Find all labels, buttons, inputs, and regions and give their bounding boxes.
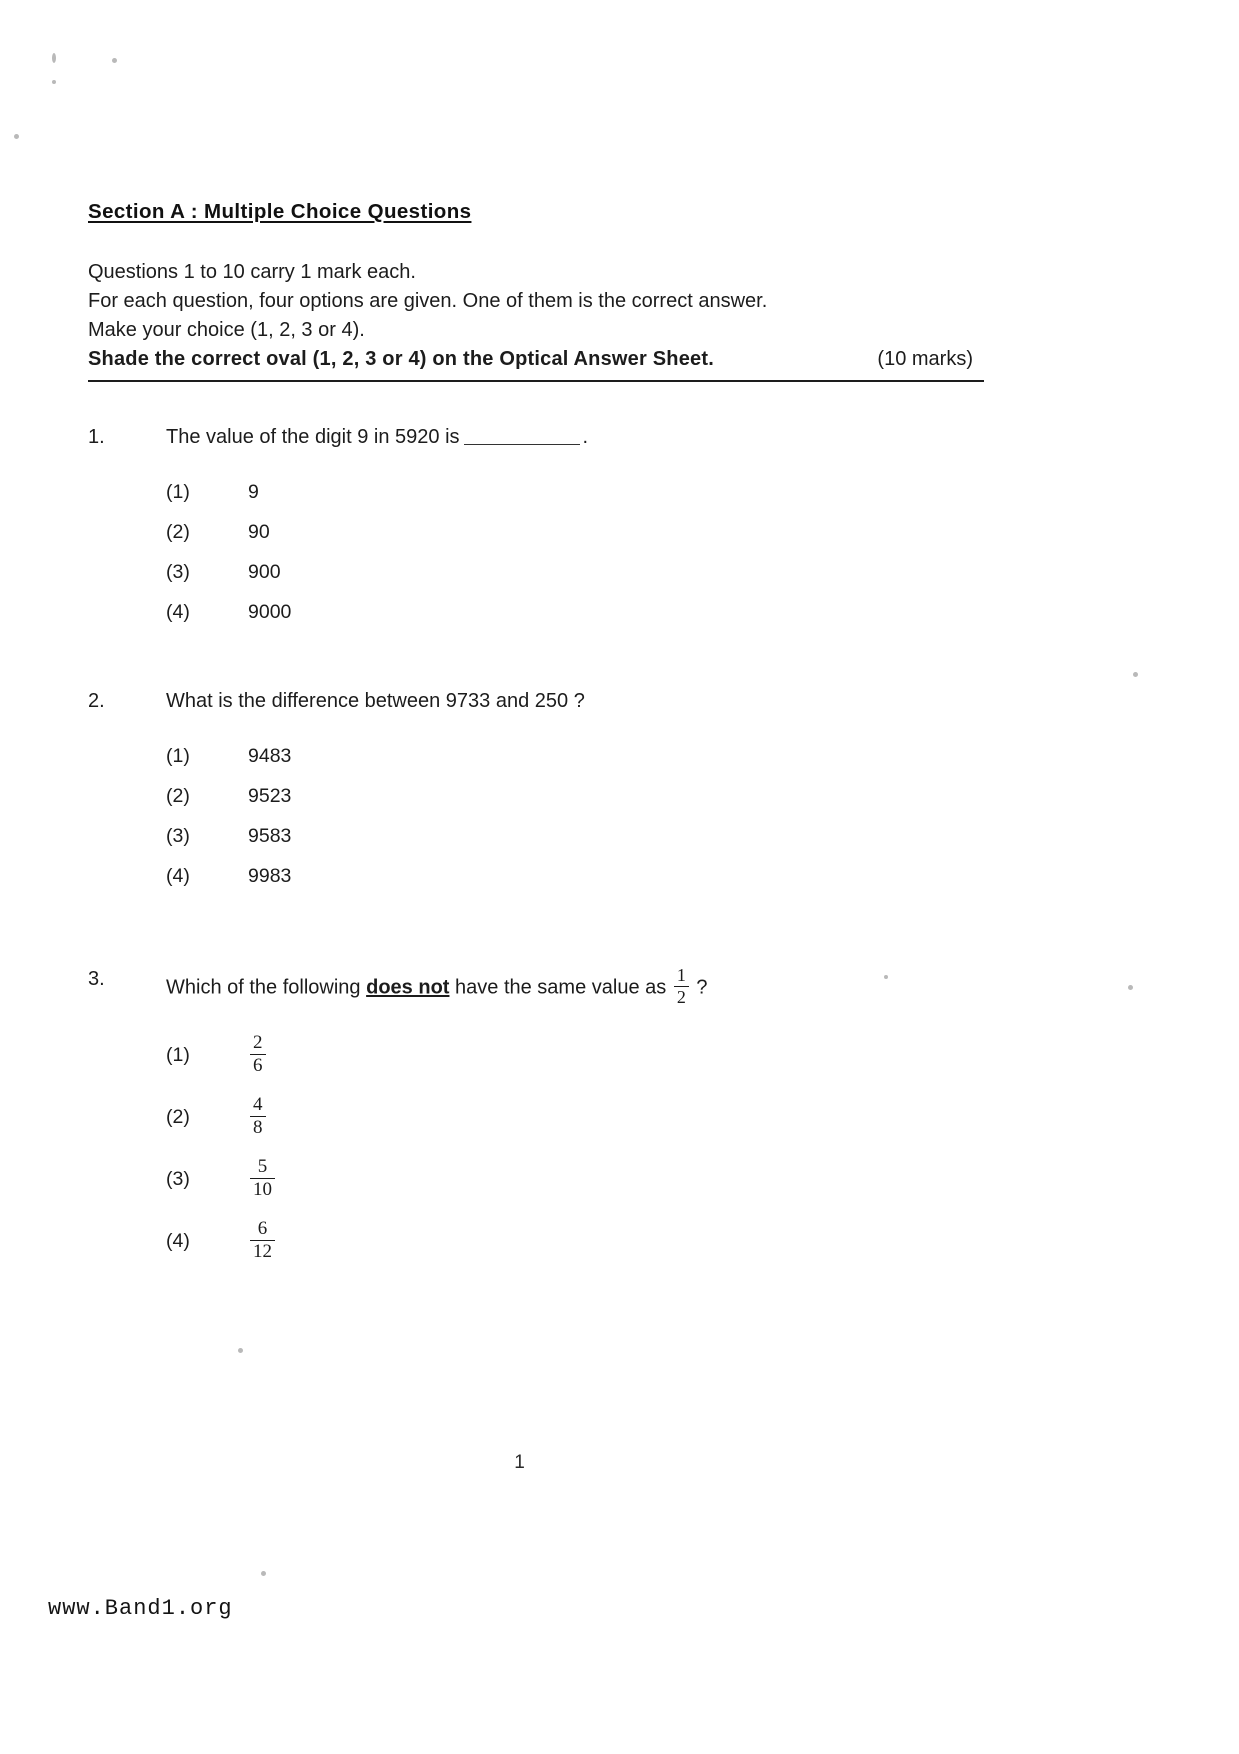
question-3-number: 3.	[88, 968, 105, 990]
question-1-stem: The value of the digit 9 in 5920 is	[166, 426, 460, 448]
instruction-shade-oval: Shade the correct oval (1, 2, 3 or 4) on the Optical Answer Sheet.	[88, 348, 714, 370]
option-4-label: (4)	[166, 864, 190, 887]
question-1-number: 1.	[88, 426, 105, 448]
question-3-emphasis: does not	[366, 976, 450, 999]
fraction-denominator: 2	[674, 986, 689, 1007]
instruction-line-3: Make your choice (1, 2, 3 or 4).	[88, 319, 365, 341]
fraction-numerator: 4	[253, 1093, 263, 1115]
fraction-numerator: 5	[257, 1155, 268, 1177]
question-2-options	[166, 736, 291, 896]
scan-speckle	[52, 80, 56, 84]
question-3-stem-part3: ?	[696, 976, 708, 999]
option-3-label: (3)	[166, 560, 190, 583]
option-4-label: (4)	[166, 600, 190, 623]
answer-blank	[464, 429, 580, 445]
scan-speckle	[884, 975, 888, 979]
marks-label: (10 marks)	[877, 348, 973, 370]
section-heading: Section A : Multiple Choice Questions	[88, 200, 472, 223]
option-3[interactable]	[166, 816, 291, 856]
option-1[interactable]	[166, 472, 291, 512]
option-4[interactable]	[166, 856, 291, 896]
scan-speckle	[261, 1571, 266, 1576]
scan-speckle	[14, 134, 19, 139]
option-4-value: 9983	[248, 864, 292, 887]
option-2-value: 9523	[248, 784, 292, 807]
question-3-text	[166, 965, 708, 1009]
option-4-value: 9000	[248, 600, 292, 623]
option-1-label: (1)	[166, 744, 190, 767]
option-4-label: (4)	[166, 1229, 190, 1252]
option-4-fraction	[250, 1219, 275, 1262]
fraction-numerator: 1	[676, 965, 686, 985]
instruction-line-4	[88, 345, 973, 374]
option-2[interactable]	[166, 512, 291, 552]
option-3-label: (3)	[166, 1167, 190, 1190]
scan-speckle	[1133, 672, 1138, 677]
fraction-denominator: 10	[250, 1178, 275, 1200]
page-number: 1	[514, 1452, 525, 1473]
question-1-terminator: .	[582, 426, 589, 448]
question-1-text	[166, 426, 588, 449]
option-1-value: 9483	[248, 744, 292, 767]
option-3-value: 9583	[248, 824, 292, 847]
option-2-fraction	[250, 1095, 266, 1138]
option-1[interactable]	[166, 1024, 277, 1086]
instruction-line-2: For each question, four options are given. One of them is the correct answer.	[88, 290, 768, 312]
fraction-numerator: 6	[257, 1217, 268, 1239]
option-3[interactable]	[166, 552, 291, 592]
question-2-number: 2.	[88, 690, 105, 712]
option-3[interactable]	[166, 1148, 277, 1210]
question-3-stem-part2: have the same value as	[455, 976, 667, 999]
option-2-label: (2)	[166, 784, 190, 807]
option-4[interactable]	[166, 1210, 277, 1272]
option-1-label: (1)	[166, 1043, 190, 1066]
fraction-denominator: 6	[250, 1054, 266, 1076]
option-1-fraction	[250, 1033, 266, 1076]
option-2-value: 90	[248, 520, 270, 543]
instruction-line-1: Questions 1 to 10 carry 1 mark each.	[88, 261, 416, 283]
option-3-fraction	[250, 1157, 275, 1200]
fraction-denominator: 8	[250, 1116, 266, 1138]
scan-speckle	[52, 53, 56, 63]
question-2-text: What is the difference between 9733 and 250 ?	[166, 690, 585, 712]
question-3-stem-part1: Which of the following	[166, 976, 361, 999]
scan-speckle	[1128, 985, 1133, 990]
question-3-options	[166, 1024, 277, 1272]
option-1-value: 9	[248, 480, 259, 503]
option-3-value: 900	[248, 560, 281, 583]
option-2-label: (2)	[166, 1105, 190, 1128]
option-4[interactable]	[166, 592, 291, 632]
question-1-options	[166, 472, 291, 632]
fraction-denominator: 12	[250, 1240, 275, 1262]
fraction-numerator: 2	[253, 1031, 263, 1053]
option-1[interactable]	[166, 736, 291, 776]
scan-speckle	[238, 1348, 243, 1353]
question-3-fraction	[674, 966, 689, 1007]
option-2[interactable]	[166, 776, 291, 816]
scan-speckle	[112, 58, 117, 63]
option-2[interactable]	[166, 1086, 277, 1148]
horizontal-divider	[88, 380, 984, 382]
footer-url: www.Band1.org	[48, 1596, 233, 1621]
instructions-block	[88, 258, 988, 374]
option-1-label: (1)	[166, 480, 190, 503]
option-2-label: (2)	[166, 520, 190, 543]
option-3-label: (3)	[166, 824, 190, 847]
